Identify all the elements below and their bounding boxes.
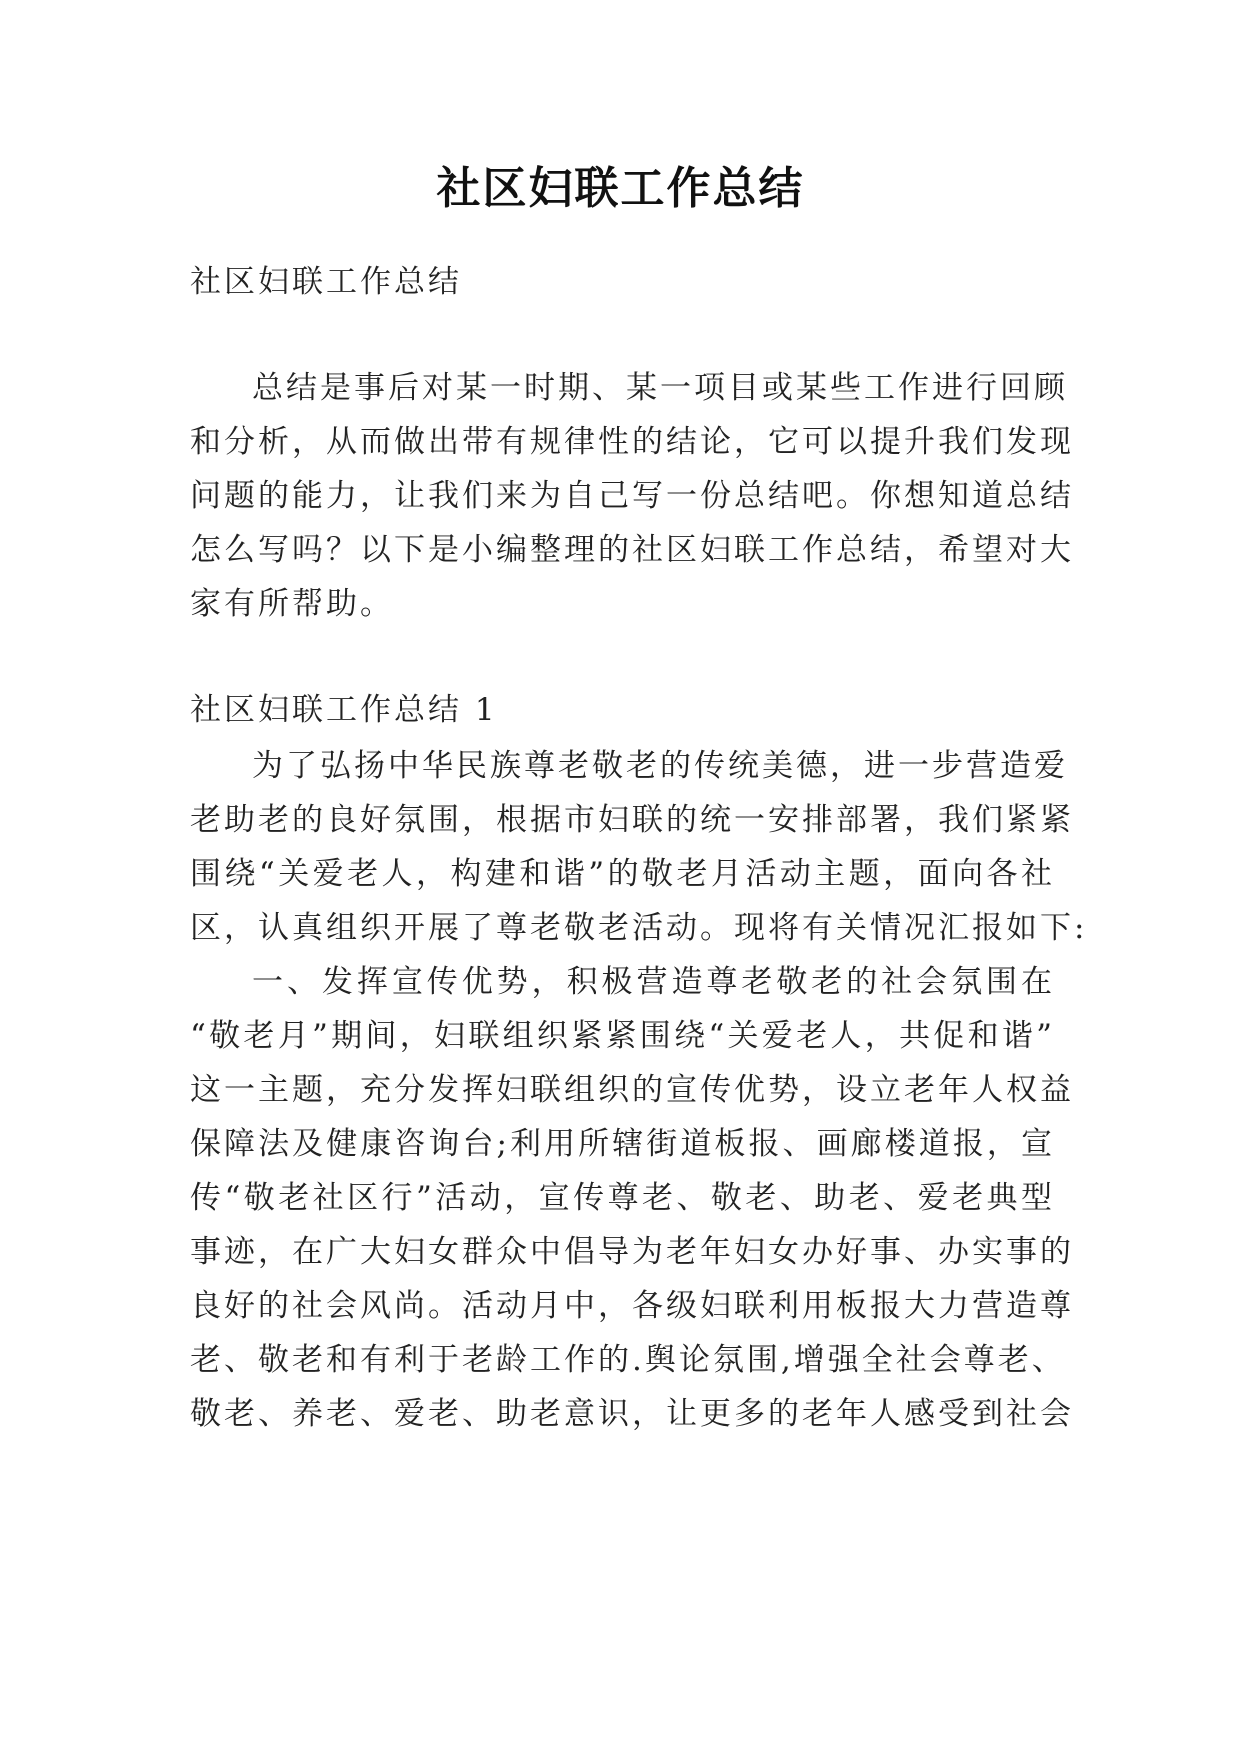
text-line: 和分析，从而做出带有规律性的结论，它可以提升我们发现 (190, 424, 1074, 460)
text-line: 保障法及健康咨询台;利用所辖街道板报、画廊楼道报，宣 (190, 1126, 1055, 1162)
document-title: 社区妇联工作总结 (436, 163, 805, 214)
text-line: 这一主题，充分发挥妇联组织的宣传优势，设立老年人权益 (190, 1072, 1074, 1108)
text-line: 围绕“关爱老人，构建和谐”的敬老月活动主题，面向各社 (190, 856, 1055, 892)
subtitle-line: 社区妇联工作总结 (190, 264, 462, 300)
text-line: 问题的能力，让我们来为自己写一份总结吧。你想知道总结 (190, 478, 1074, 514)
section-heading: 社区妇联工作总结 1 (190, 692, 498, 728)
text-line: 怎么写吗？以下是小编整理的社区妇联工作总结，希望对大 (190, 532, 1074, 568)
text-line: 良好的社会风尚。活动月中，各级妇联利用板报大力营造尊 (190, 1288, 1074, 1324)
text-line: 老助老的良好氛围，根据市妇联的统一安排部署，我们紧紧 (190, 802, 1074, 838)
text-line: 总结是事后对某一时期、某一项目或某些工作进行回顾 (252, 370, 1068, 406)
text-line: “敬老月”期间，妇联组织紧紧围绕“关爱老人，共促和谐” (190, 1018, 1055, 1054)
text-line: 敬老、养老、爱老、助老意识，让更多的老年人感受到社会 (190, 1396, 1074, 1432)
text-line: 为了弘扬中华民族尊老敬老的传统美德，进一步营造爱 (252, 748, 1068, 784)
text-line: 家有所帮助。 (190, 586, 394, 622)
text-line: 区，认真组织开展了尊老敬老活动。现将有关情况汇报如下: (190, 910, 1088, 946)
text-line: 一、发挥宣传优势，积极营造尊老敬老的社会氛围在 (252, 964, 1055, 1000)
text-line: 传“敬老社区行”活动，宣传尊老、敬老、助老、爱老典型 (190, 1180, 1055, 1216)
text-line: 老、敬老和有利于老龄工作的.舆论氛围,增强全社会尊老、 (190, 1342, 1066, 1378)
text-line: 事迹，在广大妇女群众中倡导为老年妇女办好事、办实事的 (190, 1234, 1074, 1270)
